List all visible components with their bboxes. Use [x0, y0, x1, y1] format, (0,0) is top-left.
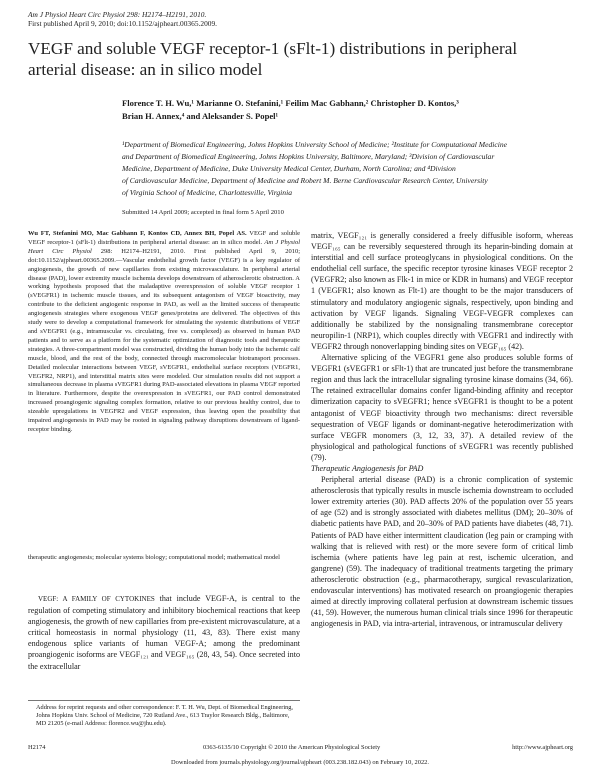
body-paragraph: matrix, VEGF₁₂₁ is generally considered a freely diffusible isoform, whereas VEGF₁₆₅ can be reversibly sequestered through its heparin-binding domain at interstitial and cell surface proteoglycans in physiological conditions. On the endothelial cell surface, the specific receptor tyrosine kinases VEGF receptor 2 (VEGFR2; also known as Flk-1 in mice or KDR in humans) and VEGF receptor 1 (VEGFR1; also known as Flt-1) are thought to be the major transducers of stimulatory and modulatory angiogenic signals, respectively, upon binding and activation by VEGF ligands. Signaling VEGF-VEGFR complexes can additionally be stabilized by the nonsignaling transmembrane coreceptor neuropilin-1 (NRP1), which couples directly with VEGFR1 and indirectly with VEGFR2 through nonoverlapping binding sites on VEGF₁₆₅ (42). [311, 231, 573, 351]
right-column [311, 230, 573, 629]
title-line: arterial disease: an in silico model [28, 60, 263, 79]
keywords: therapeutic angiogenesis; molecular systems biology; computational model; mathematical model [28, 554, 280, 561]
affiliations [122, 139, 572, 199]
submission-dates: Submitted 14 April 2009; accepted in final form 5 April 2010 [122, 209, 284, 216]
body-paragraph: Peripheral arterial disease (PAD) is a chronic complication of systemic atherosclerosis that typically results in muscle ischemia downstream to occluded lower extremity arteries (30). PAD affects 20% of the population over 55 years of age (52) and is strongly associated with diabetes mellitus (DM); 20–30% of diabetic patients have PAD, and 20–30% of PAD patients have diabetes (48, 71). Patients of PAD have either intermittent claudication (leg pain or cramping with walking that is relieved with rest) or the more severe form of critical limb ischemia (where patients have leg pain at rest, ischemic ulceration, and gangrene) (59). The inadequacy of traditional treatments targeting the primary atherosclerotic obstruction (e.g., pharmacotherapy, surgical revascularization, endovascular interventions) has motivated research on proangiogenic therapies aimed at directly improving collateral perfusion at downstream ischemic tissues (41, 59). However, the numerous human clinical trials since 1996 for therapeutic angiogenesis in PAD, via intra-arterial, intravenous, or intramuscular delivery [311, 475, 573, 629]
body-paragraph: Alternative splicing of the VEGFR1 gene also produces soluble forms of VEGFR1 (sVEGFR1 or sFlt-1) that are truncated just before the transmembrane region and thus lack the intracellular signaling tyrosine kinase domains (34, 66). The retained extracellular domains confer ligand-binding affinity and receptor dimerization capacity to sVEGFR1; hence sVEGFR1 is thought to be a potent antagonist of VEGF bioactivity through two mechanisms: direct reversible sequestration of VEGF ligands or dominant-negative heterodimerization with surface VEGFR monomers (3, 12, 33, 37). A detailed review of the physiological and pathological functions of sVEGFR1 was recently published (79). [311, 353, 573, 462]
author-line: Brian H. Annex,⁴ and Aleksander S. Popel¹ [122, 110, 279, 121]
journal-url[interactable]: http://www.ajpheart.org [512, 744, 573, 751]
journal-citation-line: Am J Physiol Heart Circ Physiol 298: H2174–H2191, 2010. [28, 10, 207, 19]
abstract-journal-ref: Am J Physiol Heart Circ Physiol [28, 238, 301, 255]
article-title [28, 38, 573, 80]
introduction [28, 593, 300, 672]
affiliation-line: Medicine, Department of Medicine, Duke University Medical Center, Durham, North Carolina; and ⁴Division [122, 163, 456, 173]
page-number: H2174 [28, 744, 46, 751]
abstract-citation: 298: H2174–H2191, 2010. First published April 9, 2010; doi:10.1152/ajpheart.00365.2009.— [28, 247, 300, 264]
footnote-text: Address for reprint requests and other correspondence: F. T. H. Wu, Dept. of Biomedical Engineering, Johns Hopkins Univ. School of Medicine, 720 Rutland Ave., 613 Traylor Research Bldg., Baltimore, MD 21205 (e-mail Address: florence.wu@jhu.edu). [36, 704, 293, 728]
author-list [122, 97, 582, 122]
copyright-line: 0363-6135/10 Copyright © 2010 the American Physiological Society [203, 744, 381, 751]
intro-lead: VEGF: A FAMILY OF CYTOKINES [38, 595, 155, 603]
journal-header [28, 10, 428, 28]
affiliation-line: of Cardiovascular Medicine, Department of Medicine and Robert M. Berne Cardiovascular Research Center, University [122, 175, 488, 185]
abstract-title-ref: VEGF and soluble VEGF receptor-1 (sFlt-1) distributions in peripheral arterial disease: an in silico model. [28, 230, 300, 246]
page-footer [28, 744, 573, 754]
intro-text: that include VEGF-A, is central to the regulation of competing stimulatory and inhibitory biochemical reactions that keep angiogenesis, the growth of new capillaries from pre-existent microvasculature, at a critical homeostasis in normal physiology (11, 43, 83). There exist many endogenous splice variants of human VEGF-A; among the predominant proangiogenic isoforms are VEGF₁₂₁ and VEGF₁₆₅ (28, 43, 54). Once secreted into the extracellular [28, 594, 300, 671]
affiliation-line: of Virginia School of Medicine, Charlottesville, Virginia [122, 187, 292, 197]
intro-paragraph [28, 593, 300, 672]
correspondence-footnote [28, 700, 300, 729]
abstract-authors: Wu FT, Stefanini MO, Mac Gabhann F, Kontos CD, Annex BH, Popel AS. [28, 230, 247, 237]
section-heading: Therapeutic Angiogenesis for PAD [311, 463, 424, 473]
affiliation-line: ¹Department of Biomedical Engineering, Johns Hopkins University School of Medicine; ²Institute for Computational Medicine [122, 140, 508, 149]
abstract [28, 230, 300, 435]
affiliation-line: and Department of Biomedical Engineering, Johns Hopkins University, Baltimore, Maryland; ³Division of Cardiovascular [122, 151, 495, 161]
author-line: Florence T. H. Wu,¹ Marianne O. Stefanini,¹ Feilim Mac Gabhann,² Christopher D. Kontos,³ [122, 98, 459, 108]
download-notice: Downloaded from journals.physiology.org/journal/ajpheart (003.238.182.043) on February 10, 2022. [171, 759, 429, 766]
abstract-text: Vascular endothelial growth factor (VEGF) is a key regulator of angiogenesis, the growth of new capillaries from existing microvasculature. In peripheral arterial disease (PAD), lower extremity muscle ischemia develops downstream of atherosclerotic obstruction. A working hypothesis proposed that the maladaptive overexpression of soluble VEGF receptor 1 (sVEGFR1) in ischemic muscle tissues, and its subsequent antagonism of VEGF bioactivity, may contribute to the deficient angiogenic response in PAD, as well as the limited success of therapeutic angiogenesis strategies where exogenous VEGF genes/proteins are delivered. The objectives of this study were to develop a computational framework for simulating the systemic distributions of VEGF and sVEGFR1 (e.g., intramuscular vs. circulating, free vs. complexed) as observed in human PAD patients and to serve as a platform for the systematic optimization of diagnostic tools and therapeutic strategies. A three-compartment model was constructed, dividing the human body into the ischemic calf muscle, blood, and the rest of the body, connected through macromolecular biotransport processes. Detailed molecular interactions between VEGF, sVEGFR1, endothelial surface receptors (VEGFR1, VEGFR2, NRP1), and interstitial matrix sites were modeled. Our simulation results did not support a simultaneous decrease in plasma sVEGFR1 during PAD-associated elevations in plasma VEGF reported in literature. Furthermore, despite the overexpression in sVEGFR1, our PAD control demonstrated increased proangiogenic signaling complex formation, relative to our previous healthy control, due to sizeable upregulations in VEGFR2 and VEGF expression, thus leaving open the possibility that impaired angiogenesis in PAD may be rooted in signaling pathway disruptions downstream of ligand-receptor binding. [28, 256, 300, 433]
publish-doi-line: First published April 9, 2010; doi:10.1152/ajpheart.00365.2009. [28, 19, 217, 29]
title-line: VEGF and soluble VEGF receptor-1 (sFlt-1) distributions in peripheral [28, 39, 518, 58]
